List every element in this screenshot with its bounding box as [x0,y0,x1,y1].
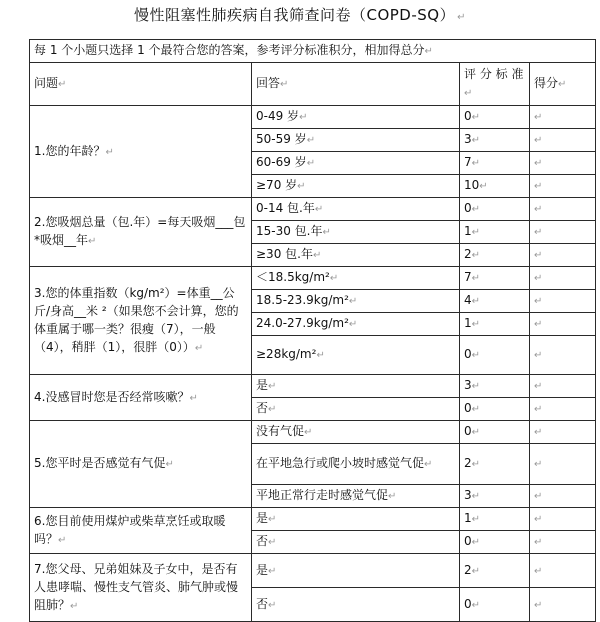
score-standard-value: 7↵ [460,267,530,290]
score-standard-value: 10↵ [460,175,530,198]
question-age: 1.您的年龄？↵ [30,106,252,198]
score-standard-value: 3↵ [460,485,530,508]
header-score: 得分↵ [530,63,596,106]
score-standard-value: 7↵ [460,152,530,175]
answer-option: 否↵ [252,531,460,554]
score-standard-value: 3↵ [460,375,530,398]
answer-option: 18.5-23.9kg/m²↵ [252,290,460,313]
score-standard-value: 0↵ [460,336,530,375]
score-entry-cell[interactable]: ↵ [530,588,596,622]
answer-option: 是↵ [252,508,460,531]
score-standard-value: 2↵ [460,244,530,267]
document-title: 慢性阻塞性肺疾病自我筛查问卷（COPD-SQ） ↵ [133,6,466,24]
answer-option: 是↵ [252,554,460,588]
score-entry-cell[interactable]: ↵ [530,444,596,485]
score-entry-cell[interactable]: ↵ [530,106,596,129]
score-entry-cell[interactable]: ↵ [530,554,596,588]
score-entry-cell[interactable]: ↵ [530,221,596,244]
score-entry-cell[interactable]: ↵ [530,508,596,531]
answer-option: ≥70 岁↵ [252,175,460,198]
score-standard-value: 0↵ [460,588,530,622]
answer-option: 0-49 岁↵ [252,106,460,129]
score-entry-cell[interactable]: ↵ [530,290,596,313]
answer-option: 平地正常行走时感觉气促↵ [252,485,460,508]
answer-option: ≥30 包.年↵ [252,244,460,267]
header-score-standard: 评 分 标 准↵ [460,63,530,106]
score-entry-cell[interactable]: ↵ [530,531,596,554]
score-entry-cell[interactable]: ↵ [530,485,596,508]
score-standard-value: 0↵ [460,531,530,554]
score-entry-cell[interactable]: ↵ [530,421,596,444]
score-standard-value: 1↵ [460,313,530,336]
answer-option: 24.0-27.9kg/m²↵ [252,313,460,336]
question-family-history: 7.您父母、兄弟姐妹及子女中，是否有人患哮喘、慢性支气管炎、肺气肿或慢阻肺？↵ [30,554,252,622]
score-entry-cell[interactable]: ↵ [530,175,596,198]
answer-option: 否↵ [252,588,460,622]
score-entry-cell[interactable]: ↵ [530,313,596,336]
score-entry-cell[interactable]: ↵ [530,336,596,375]
answer-option: 是↵ [252,375,460,398]
score-standard-value: 4↵ [460,290,530,313]
score-standard-value: 2↵ [460,444,530,485]
header-question: 问题↵ [30,63,252,106]
questionnaire-table [29,39,596,622]
score-entry-cell[interactable]: ↵ [530,198,596,221]
score-entry-cell[interactable]: ↵ [530,152,596,175]
answer-option: 否↵ [252,398,460,421]
score-entry-cell[interactable]: ↵ [530,129,596,152]
answer-option: 50-59 岁↵ [252,129,460,152]
answer-option: 在平地急行或爬小坡时感觉气促↵ [252,444,460,485]
answer-option: 没有气促↵ [252,421,460,444]
question-bmi: 3.您的体重指数（kg/m²）=体重__公斤/身高__米 ²（如果您不会计算，您的体重属于哪一类？很瘦（7），一般（4），稍胖（1），很胖（0））↵ [30,267,252,375]
score-standard-value: 3↵ [460,129,530,152]
score-entry-cell[interactable]: ↵ [530,244,596,267]
header-answer: 回答↵ [252,63,460,106]
answer-option: ＜18.5kg/m²↵ [252,267,460,290]
question-cough: 4.没感冒时您是否经常咳嗽？↵ [30,375,252,421]
answer-option: 60-69 岁↵ [252,152,460,175]
answer-option: 15-30 包.年↵ [252,221,460,244]
score-standard-value: 0↵ [460,421,530,444]
question-breathlessness: 5.您平时是否感觉有气促↵ [30,421,252,508]
score-standard-value: 0↵ [460,398,530,421]
score-entry-cell[interactable]: ↵ [530,398,596,421]
score-standard-value: 2↵ [460,554,530,588]
question-smoking: 2.您吸烟总量（包.年）=每天吸烟___包*吸烟__年↵ [30,198,252,267]
score-standard-value: 0↵ [460,198,530,221]
question-cooking-fuel: 6.您目前使用煤炉或柴草烹饪或取暖吗？↵ [30,508,252,554]
score-standard-value: 1↵ [460,508,530,531]
score-entry-cell[interactable]: ↵ [530,267,596,290]
answer-option: ≥28kg/m²↵ [252,336,460,375]
score-standard-value: 1↵ [460,221,530,244]
score-entry-cell[interactable]: ↵ [530,375,596,398]
instruction-row: 每 1 个小题只选择 1 个最符合您的答案，参考评分标准积分，相加得总分↵ [30,40,596,63]
score-standard-value: 0↵ [460,106,530,129]
answer-option: 0-14 包.年↵ [252,198,460,221]
